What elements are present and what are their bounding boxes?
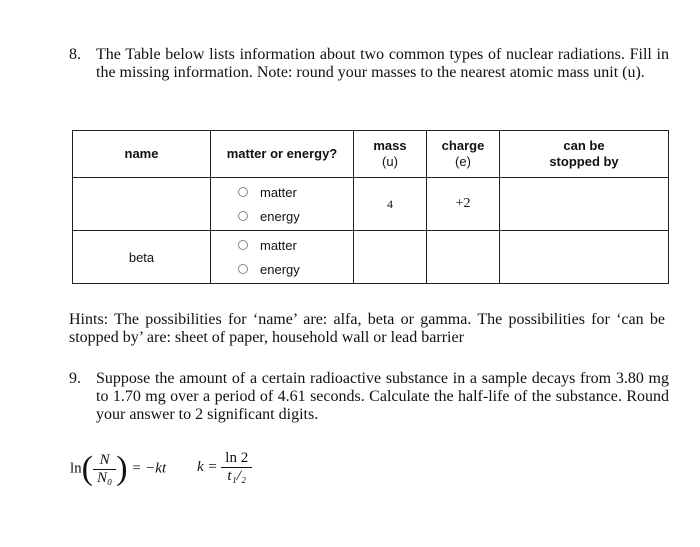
right-paren: )	[116, 450, 128, 487]
row2-stopped-by-cell[interactable]	[500, 231, 669, 284]
ln-symbol: ln	[70, 460, 82, 477]
radio-button-icon[interactable]	[238, 211, 248, 221]
radio-button-icon[interactable]	[238, 264, 248, 274]
radio-button-icon[interactable]	[238, 187, 248, 197]
row1-option-energy[interactable]	[238, 204, 353, 228]
question-9-number: 9.	[69, 370, 81, 387]
header-stopped-by: can be stopped by	[500, 131, 669, 178]
row2-option-matter[interactable]	[238, 233, 353, 257]
formula-lhs: k =	[197, 458, 218, 475]
fraction-denominator: t₁/₂	[227, 468, 247, 484]
radio-button-icon[interactable]	[238, 240, 248, 250]
fraction-numerator: ln 2	[221, 450, 252, 468]
table-row	[73, 178, 669, 231]
decay-formula	[70, 450, 166, 488]
row1-charge-cell: +2	[427, 178, 500, 231]
table-header-row	[73, 131, 669, 178]
option-label: matter	[260, 184, 297, 200]
hints-text: Hints: The possibilities for ‘name’ are: alfa, beta or gamma. The possibilities for ‘can be stopped by’ are: sheet of paper, household wall or lead barrier	[69, 311, 665, 346]
row2-option-energy[interactable]	[238, 257, 353, 281]
option-label: energy	[260, 261, 300, 277]
question-9	[69, 370, 669, 424]
header-matter-or-energy: matter or energy?	[211, 131, 354, 178]
row2-matter-energy-cell	[211, 231, 354, 284]
row2-mass-cell[interactable]	[354, 231, 427, 284]
ratio-fraction	[93, 452, 116, 487]
half-life-fraction	[221, 450, 252, 485]
header-charge	[427, 131, 500, 178]
header-name: name	[73, 131, 211, 178]
question-8	[69, 46, 669, 82]
row1-name-cell[interactable]	[73, 178, 211, 231]
fraction-numerator: N	[93, 452, 116, 470]
option-label: energy	[260, 208, 300, 224]
table-row	[73, 231, 669, 284]
row1-option-matter[interactable]	[238, 180, 353, 204]
question-8-text: The Table below lists information about two common types of nuclear radiations. Fill in the missing information. Note: round your masses to the nearest atomic mass unit (u).	[96, 46, 669, 81]
question-8-number: 8.	[69, 46, 81, 63]
left-paren: (	[81, 450, 93, 487]
formula-rhs: = −kt	[131, 460, 167, 477]
header-mass-label: mass	[373, 138, 407, 153]
header-mass	[354, 131, 427, 178]
header-charge-label: charge	[441, 138, 485, 153]
row1-matter-energy-cell	[211, 178, 354, 231]
radiation-table	[72, 130, 669, 284]
fraction-denominator: N₀	[97, 469, 113, 486]
row1-mass-cell: 4	[354, 178, 427, 231]
row2-name-cell: beta	[73, 231, 211, 284]
header-mass-unit: (u)	[382, 154, 398, 169]
question-9-text: Suppose the amount of a certain radioactive substance in a sample decays from 3.80 mg to 1.70 mg over a period of 4.61 seconds. Calculate the half-life of the substance. Round your answer to 2 significant digits.	[96, 370, 669, 423]
half-life-formula	[197, 450, 252, 485]
header-charge-unit: (e)	[455, 154, 471, 169]
row1-stopped-by-cell[interactable]	[500, 178, 669, 231]
row2-charge-cell[interactable]	[427, 231, 500, 284]
option-label: matter	[260, 237, 297, 253]
